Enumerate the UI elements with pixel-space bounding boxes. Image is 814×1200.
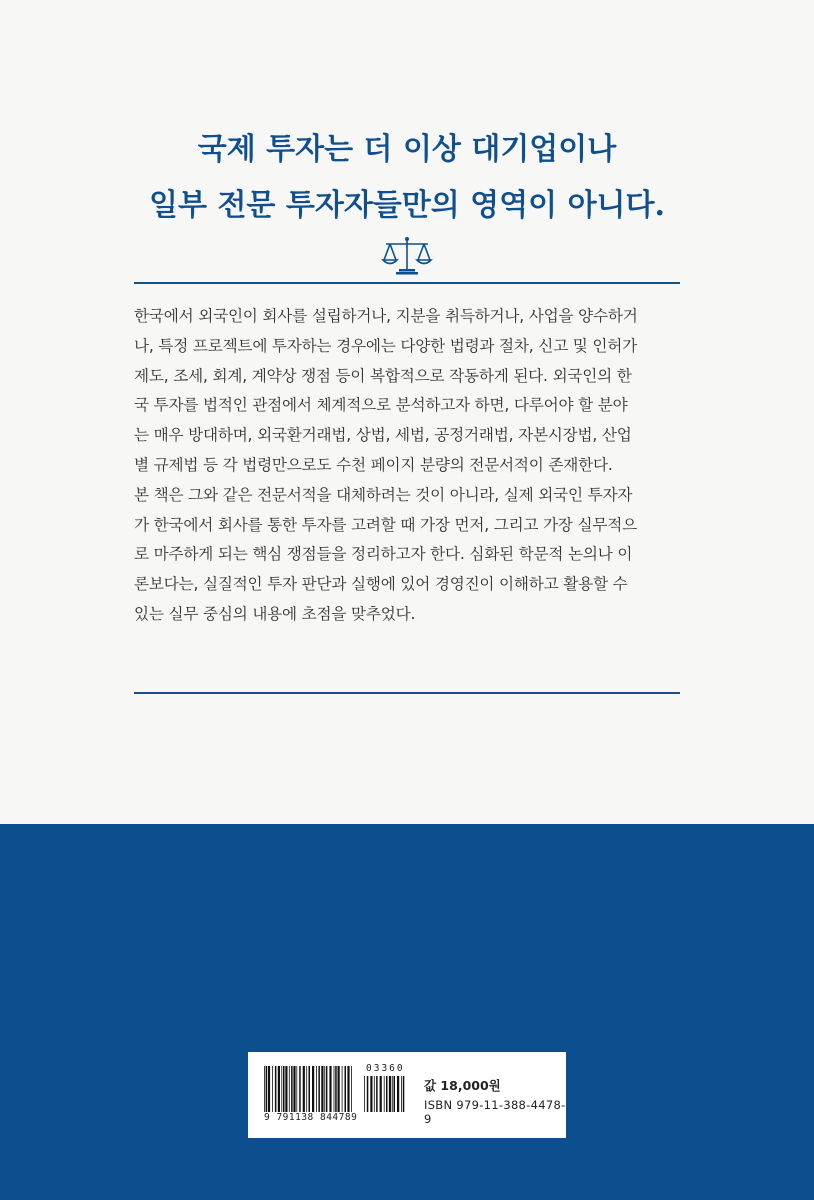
barcode-bar	[376, 1076, 378, 1112]
barcode-bar	[324, 1066, 325, 1112]
body-line: 있는 실무 중심의 내용에 초점을 맞추었다.	[134, 604, 416, 623]
body-line: 국 투자를 법적인 관점에서 체계적으로 분석하고자 하면, 다루어야 할 분야	[134, 396, 628, 415]
barcode-bar	[278, 1066, 280, 1112]
barcode-bar	[281, 1066, 282, 1112]
barcode-bar	[335, 1066, 337, 1112]
body-line: 제도, 조세, 회계, 계약상 쟁점 등이 복합적으로 작동하게 된다. 외국인의 한	[134, 366, 632, 385]
headline-line-1: 국제 투자는 더 이상 대기업이나	[197, 132, 617, 167]
barcode-bar	[309, 1066, 311, 1112]
barcode-bar	[291, 1066, 293, 1112]
body-paragraph	[134, 302, 680, 630]
barcode-bar	[268, 1066, 270, 1112]
top-divider	[134, 282, 680, 284]
barcode-bar	[318, 1066, 320, 1112]
barcode-bar	[316, 1066, 317, 1112]
barcode-bar	[275, 1066, 277, 1112]
barcode-bar	[389, 1076, 391, 1112]
barcode-bar	[380, 1076, 382, 1112]
body-line: 는 매우 방대하며, 외국환거래법, 상법, 세법, 공정거래법, 자본시장법, 산업	[134, 426, 632, 445]
barcode-bar	[264, 1066, 265, 1112]
barcode-bar	[329, 1066, 331, 1112]
barcode-bar	[342, 1066, 343, 1112]
price: 값 18,000원	[424, 1078, 501, 1093]
isbn-barcode	[264, 1066, 354, 1112]
addon-digits: 03360	[366, 1063, 405, 1074]
barcode-bar	[272, 1066, 273, 1112]
headline	[0, 122, 814, 234]
barcode-bar	[285, 1066, 287, 1112]
headline-line-2: 일부 전문 투자자들만의 영역이 아니다.	[149, 188, 665, 223]
barcode-bar	[351, 1066, 352, 1112]
barcode-bar	[338, 1066, 340, 1112]
barcode-bar	[397, 1076, 399, 1112]
barcode-bar	[303, 1066, 305, 1112]
body-line: 한국에서 외국인이 회사를 설립하거나, 지분을 취득하거나, 사업을 양수하거	[134, 307, 638, 325]
scales-of-justice-icon	[380, 236, 434, 276]
body-line: 나, 특정 프로젝트에 투자하는 경우에는 다양한 법령과 절차, 신고 및 인허가	[134, 336, 637, 355]
body-line: 론보다는, 실질적인 투자 판단과 실행에 있어 경영진이 이해하고 활용할 수	[134, 575, 628, 594]
barcode-bar	[401, 1076, 402, 1112]
blue-band	[0, 824, 814, 1200]
barcode-bar	[299, 1066, 301, 1112]
barcode-bar	[374, 1076, 375, 1112]
barcode-bar	[392, 1076, 393, 1112]
barcode-bar	[293, 1066, 295, 1112]
barcode-bar	[367, 1076, 369, 1112]
isbn-number: ISBN 979-11-388-4478-9	[424, 1098, 566, 1126]
barcode-bar	[296, 1066, 297, 1112]
barcode-bar	[386, 1076, 388, 1112]
bottom-divider	[134, 692, 680, 694]
barcode-bar	[266, 1066, 268, 1112]
barcode-label	[248, 1052, 566, 1138]
barcode-bar	[347, 1066, 349, 1112]
barcode-bar	[394, 1076, 396, 1112]
body-line: 본 책은 그와 같은 전문서적을 대체하려는 것이 아니라, 실제 외국인 투자자	[134, 485, 633, 504]
barcode-bar	[283, 1066, 285, 1112]
addon-barcode	[364, 1076, 406, 1112]
barcode-bar	[384, 1076, 385, 1112]
barcode-bar	[326, 1066, 328, 1112]
barcode-digits: 9 791138 844789	[264, 1112, 358, 1123]
body-line: 가 한국에서 회사를 통한 투자를 고려할 때 가장 먼저, 그리고 가장 실무적으	[134, 515, 637, 534]
barcode-bar	[312, 1066, 314, 1112]
barcode-bar	[403, 1076, 405, 1112]
body-line: 로 마주하게 되는 핵심 쟁점들을 정리하고자 한다. 심화된 학문적 논의나 이	[134, 545, 633, 564]
barcode-bar	[306, 1066, 307, 1112]
barcode-bar	[364, 1076, 365, 1112]
barcode-bar	[370, 1076, 372, 1112]
barcode-bar	[321, 1066, 323, 1112]
barcode-bar	[334, 1066, 335, 1112]
barcode-bar	[289, 1066, 290, 1112]
barcode-bar	[345, 1066, 347, 1112]
body-line: 별 규제법 등 각 법령만으로도 수천 페이지 분량의 전문서적이 존재한다.	[134, 455, 613, 474]
